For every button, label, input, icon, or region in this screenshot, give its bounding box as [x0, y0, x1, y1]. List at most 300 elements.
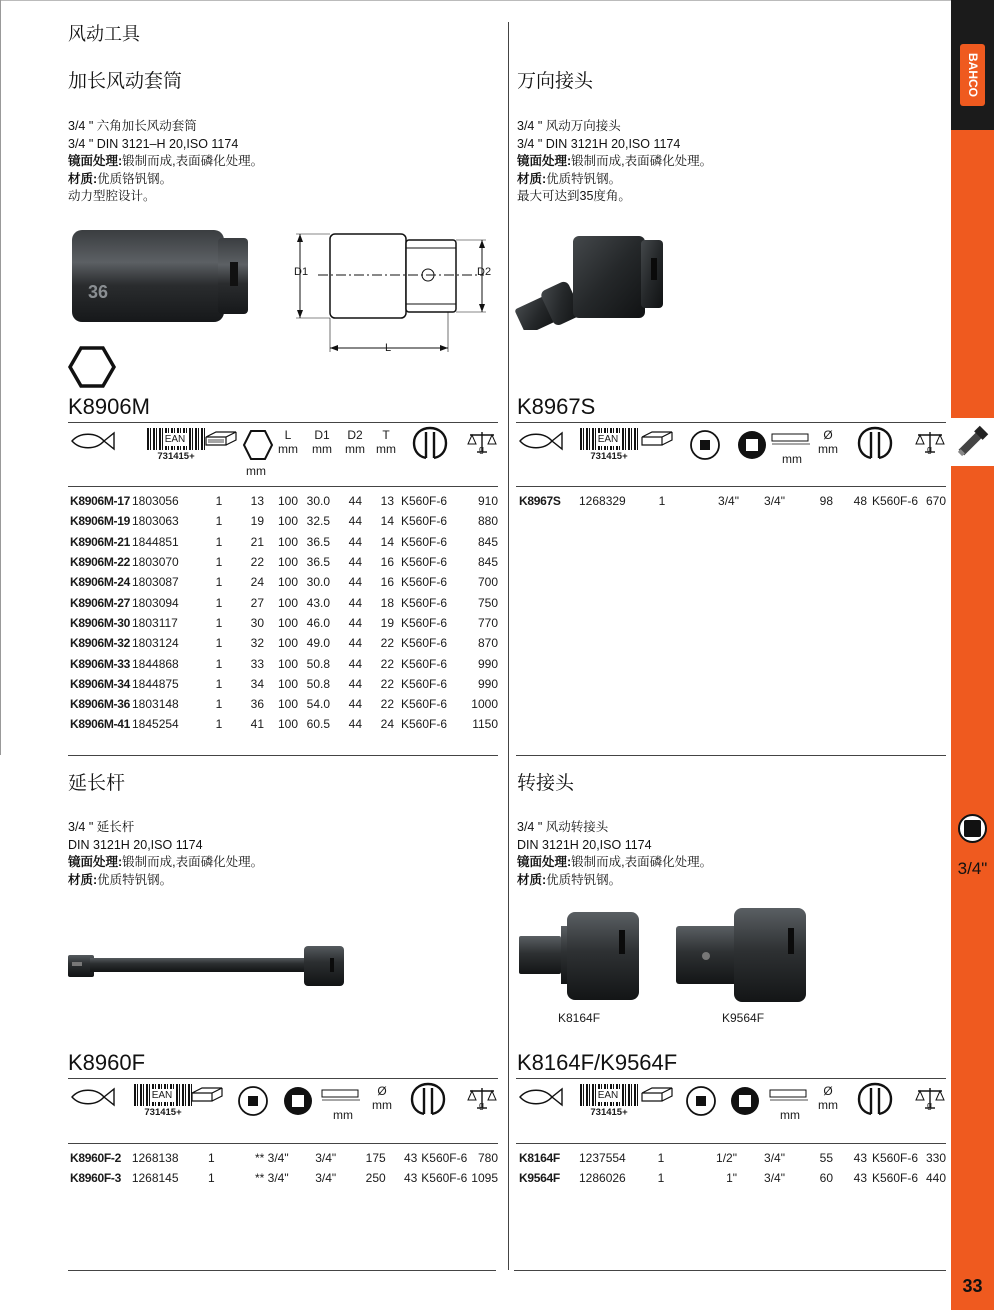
section2-desc-line: 最大可达到35度角。 — [517, 189, 631, 203]
table-cell: 1 — [215, 615, 223, 630]
table-cell: 13 — [380, 494, 394, 509]
table-cell: K560F-6 — [400, 615, 448, 630]
header-d2: D2 — [347, 428, 363, 442]
section2-desc-text: 锻制而成,表面磷化处理。 — [571, 154, 713, 168]
square-drive-icon — [957, 813, 988, 844]
table-cell: 440 — [925, 1171, 946, 1186]
output-square-drive-icon — [736, 429, 768, 461]
table-cell: 30 — [250, 615, 264, 630]
adapter-k8164f-image — [517, 908, 642, 1004]
table-cell: 100 — [277, 494, 298, 509]
table-cell: 1 — [215, 697, 223, 712]
table-cell: 1 — [215, 534, 223, 549]
part-number: K8906M-24 — [70, 575, 131, 590]
part-number: K8906M-19 — [70, 514, 131, 529]
table-cell: 55 — [819, 1151, 833, 1166]
table-cell: 1 — [207, 1171, 215, 1186]
table-cell: 990 — [477, 676, 498, 691]
table-cell: K560F-6 — [400, 575, 448, 590]
ean-label: EAN — [151, 1090, 173, 1101]
socket-image — [68, 226, 258, 326]
input-square-drive-icon — [237, 1085, 269, 1117]
section1-desc-text: 优质铬钒钢。 — [97, 171, 173, 186]
table-cell: 3/4" — [315, 1171, 337, 1186]
section3-table — [70, 1148, 498, 1189]
table-cell: 1 — [215, 555, 223, 570]
table-cell: 44 — [348, 494, 362, 509]
brand-band — [951, 0, 994, 130]
part-number: K8164F — [519, 1151, 560, 1166]
table-cell: 19 — [380, 615, 394, 630]
section2-description — [517, 118, 712, 206]
section2-desc-line: 3/4 " 风动万向接头 — [517, 119, 621, 133]
section4-desc-text: 优质特钒钢。 — [546, 872, 622, 887]
dim-label-l: L — [385, 342, 392, 354]
section3-desc-bold: 镜面处理: — [68, 855, 123, 869]
table-cell: 16 — [380, 555, 394, 570]
table-cell: 910 — [477, 494, 498, 509]
table-row — [70, 532, 498, 552]
table-cell: K560F-6 — [400, 656, 448, 671]
section2-desc-bold: 镜面处理: — [517, 154, 572, 168]
table-cell: K560F-6 — [421, 1171, 468, 1186]
table-cell: 22 — [250, 555, 264, 570]
retaining-ring-icon — [412, 426, 448, 462]
table-cell: 36.5 — [306, 555, 330, 570]
header-l: L — [284, 428, 292, 442]
section3-desc-bold: 材质: — [68, 872, 98, 887]
table-cell: K560F-6 — [421, 1151, 468, 1166]
table-cell: 1 — [215, 717, 223, 732]
table-cell: 48 — [853, 494, 867, 509]
section2-desc-line: 3/4 " DIN 3121H 20,ISO 1174 — [517, 136, 681, 151]
output-square-drive-icon — [282, 1085, 314, 1117]
table-cell: 845 — [477, 555, 498, 570]
part-number: K8906M-21 — [70, 534, 131, 549]
section1-desc-line: 3/4 " DIN 3121–H 20,ISO 1174 — [68, 136, 239, 151]
table-row — [70, 1168, 498, 1188]
table-cell: 43 — [404, 1171, 418, 1186]
part-number: K8906M-27 — [70, 595, 131, 610]
table-row — [70, 633, 498, 653]
brand-logo-text: BAHCO — [966, 53, 980, 97]
table-row — [70, 511, 498, 531]
universal-joint-image — [515, 228, 665, 330]
table-cell: 1/2" — [716, 1151, 737, 1166]
hex-size-icon — [242, 429, 274, 461]
table-cell: 330 — [925, 1151, 946, 1166]
table-row — [70, 694, 498, 714]
package-quantity-icon — [204, 431, 238, 449]
table-cell: 36 — [250, 697, 264, 712]
part-number: K8906M-32 — [70, 636, 131, 651]
ean-barcode-icon — [580, 1084, 638, 1120]
ean-barcode-icon — [147, 428, 205, 464]
section4-desc-line: DIN 3121H 20,ISO 1174 — [517, 837, 652, 852]
retaining-ring-icon — [410, 1082, 446, 1118]
table-cell: K560F-6 — [400, 494, 448, 509]
table-cell: 50.8 — [306, 656, 330, 671]
table-cell: 1286026 — [579, 1171, 626, 1186]
header-t: T — [382, 428, 390, 442]
table-cell: 16 — [380, 575, 394, 590]
table-cell: 845 — [477, 534, 498, 549]
section4-title: 转接头 — [517, 773, 575, 794]
table4-header-line — [516, 1143, 946, 1144]
table-cell: 43 — [404, 1151, 418, 1166]
left-border — [0, 0, 1, 755]
extension-bar-image — [68, 940, 350, 990]
part-number: K8906M-17 — [70, 494, 131, 509]
section2-model: K8967S — [517, 394, 596, 419]
table3-header-line — [68, 1143, 498, 1144]
footer-line-left — [68, 1270, 496, 1271]
table-cell: 1 — [207, 1151, 215, 1166]
table-cell: 43.0 — [306, 595, 330, 610]
table-cell: 44 — [348, 676, 362, 691]
ean-prefix: 731415+ — [157, 451, 195, 462]
output-square-drive-icon — [729, 1085, 761, 1117]
section1-table — [70, 491, 498, 735]
table-cell: 1803117 — [132, 615, 178, 630]
part-number: K9564F — [519, 1171, 560, 1186]
section4-model: K8164F/K9564F — [517, 1050, 678, 1075]
table-cell: 21 — [250, 534, 264, 549]
table-cell: 44 — [348, 534, 362, 549]
header-d1: D1 — [314, 428, 330, 442]
table-row — [70, 714, 498, 734]
section1-desc-text: 锻制而成,表面磷化处理。 — [122, 154, 264, 168]
section4-desc-text: 锻制而成,表面磷化处理。 — [571, 855, 713, 869]
table-row — [519, 491, 946, 511]
package-quantity-icon — [640, 431, 674, 449]
header-unit: mm — [372, 1098, 392, 1112]
ean-label: EAN — [164, 434, 186, 445]
table-cell: 41 — [250, 717, 264, 732]
table-cell: 46.0 — [306, 615, 330, 630]
table2-header-line — [516, 486, 946, 487]
table-cell: 1844851 — [132, 534, 179, 549]
section3-description — [68, 819, 263, 889]
dimension-drawing — [288, 228, 498, 354]
table-cell: 60 — [819, 1171, 833, 1186]
table-cell: 1803070 — [132, 555, 179, 570]
table-cell: 1 — [215, 575, 223, 590]
header-unit: mm — [818, 442, 838, 456]
table-cell: 100 — [277, 717, 298, 732]
section3-desc-text: 锻制而成,表面磷化处理。 — [122, 855, 264, 869]
side-tab — [951, 0, 994, 1310]
table-row — [519, 1148, 946, 1168]
header-diameter: Ø — [823, 428, 833, 442]
table-cell: 1095 — [471, 1171, 498, 1186]
section1-desc-bold: 镜面处理: — [68, 154, 123, 168]
table-cell: 100 — [277, 555, 298, 570]
table1-top-line — [68, 422, 498, 423]
header-unit: mm — [345, 442, 365, 456]
table-cell: 1803094 — [132, 595, 179, 610]
table-cell: 44 — [348, 514, 362, 529]
section4-table — [519, 1148, 946, 1189]
part-number: K8906M-36 — [70, 697, 131, 712]
tab-marker — [951, 418, 994, 466]
table-cell: 1237554 — [579, 1151, 626, 1166]
ean-barcode-icon — [580, 428, 638, 464]
table-cell: 24 — [380, 717, 394, 732]
table3-top-line — [68, 1078, 498, 1079]
table-cell: 19 — [250, 514, 264, 529]
table-cell: 100 — [277, 615, 298, 630]
table-cell: 3/4" — [764, 494, 785, 509]
section4-desc-bold: 材质: — [517, 872, 547, 887]
adapter-k9564f-image — [674, 906, 810, 1004]
table-cell: 36.5 — [306, 534, 330, 549]
table-cell: ** 3/4" — [255, 1171, 289, 1186]
table-row — [70, 653, 498, 673]
section4-desc-line: 3/4 " 风动转接头 — [517, 820, 609, 834]
table-cell: 22 — [380, 697, 394, 712]
hex-size-unit: mm — [246, 464, 266, 478]
hex-drive-icon — [68, 345, 116, 389]
ean-prefix: 731415+ — [590, 451, 628, 462]
table-cell: 43 — [853, 1151, 867, 1166]
section1-desc-line: 动力型腔设计。 — [68, 189, 156, 203]
package-quantity-icon — [640, 1087, 674, 1105]
table-cell: 1268329 — [579, 494, 626, 509]
extension-bar-icon — [951, 418, 994, 466]
table-cell: 1803148 — [132, 697, 179, 712]
table4-top-line — [516, 1078, 946, 1079]
table-cell: 22 — [380, 676, 394, 691]
part-number: K8906M-22 — [70, 555, 131, 570]
section1-desc-bold: 材质: — [68, 171, 98, 186]
length-icon — [768, 1086, 812, 1102]
table-cell: K560F-6 — [400, 595, 448, 610]
table-cell: K560F-6 — [400, 717, 448, 732]
table-cell: 43 — [853, 1171, 867, 1186]
table-cell: ** 3/4" — [255, 1151, 289, 1166]
table-row — [519, 1168, 946, 1188]
table-cell: 1 — [215, 676, 223, 691]
header-diameter: Ø — [823, 1084, 833, 1098]
side-tab-label: 3/4" — [957, 859, 988, 878]
retaining-ring-icon — [857, 426, 893, 462]
table-cell: 700 — [477, 575, 498, 590]
table-cell: 175 — [365, 1151, 386, 1166]
ean-label: EAN — [597, 1090, 619, 1101]
ean-barcode-icon — [134, 1084, 192, 1120]
length-unit: mm — [782, 452, 802, 466]
section4-desc-bold: 镜面处理: — [517, 855, 572, 869]
length-unit: mm — [333, 1108, 353, 1122]
table-cell: 670 — [925, 494, 946, 509]
table-cell: 1 — [215, 595, 223, 610]
table-cell: K560F-6 — [400, 534, 448, 549]
table-cell: 1 — [215, 656, 223, 671]
brand-logo — [960, 44, 985, 106]
table-cell: 100 — [277, 575, 298, 590]
table1-header-line — [68, 486, 498, 487]
table-cell: 100 — [277, 656, 298, 671]
table-row — [70, 592, 498, 612]
section3-desc-line: 3/4 " 延长杆 — [68, 820, 135, 834]
table-cell: K560F-6 — [871, 1171, 919, 1186]
table-cell: 1000 — [471, 697, 498, 712]
table-cell: 30.0 — [306, 575, 330, 590]
weight-unit: g — [479, 444, 485, 454]
table-cell: 1 — [657, 1171, 665, 1186]
length-unit: mm — [780, 1108, 800, 1122]
part-number: K8906M-34 — [70, 676, 131, 691]
part-number: K8906M-41 — [70, 717, 131, 732]
section1-desc-line: 3/4 " 六角加长风动套筒 — [68, 119, 197, 133]
table-cell: 1 — [215, 514, 223, 529]
table-cell: 30.0 — [306, 494, 330, 509]
header-unit: mm — [278, 442, 298, 456]
table-cell: 1 — [215, 494, 223, 509]
table-cell: 1845254 — [132, 717, 179, 732]
section2-title: 万向接头 — [517, 71, 594, 92]
caption-k8164f: K8164F — [558, 1011, 601, 1025]
table-cell: 44 — [348, 697, 362, 712]
table-cell: 3/4" — [764, 1151, 785, 1166]
socket-size-print: 36 — [88, 282, 109, 302]
table-cell: 880 — [477, 514, 498, 529]
footer-line-right — [514, 1270, 946, 1271]
header-unit: mm — [818, 1098, 838, 1112]
table-cell: 770 — [477, 615, 498, 630]
table-cell: 98 — [819, 494, 833, 509]
fish-icon — [518, 430, 564, 452]
header-diameter: Ø — [377, 1084, 387, 1098]
ean-label: EAN — [597, 434, 619, 445]
table-cell: 14 — [380, 534, 394, 549]
row-divider-right — [516, 755, 946, 756]
input-square-drive-icon — [689, 429, 721, 461]
table-cell: K560F-6 — [871, 494, 919, 509]
part-number: K8960F-3 — [70, 1171, 121, 1186]
table-cell: 1268138 — [131, 1151, 179, 1166]
table-cell: 100 — [277, 534, 298, 549]
table-cell: 1150 — [472, 717, 498, 732]
table-cell: K560F-6 — [400, 636, 448, 651]
table-cell: 13 — [250, 494, 264, 509]
header-unit: mm — [312, 442, 332, 456]
page-number: 33 — [962, 1276, 983, 1296]
table-cell: 14 — [380, 514, 394, 529]
fish-icon — [518, 1086, 564, 1108]
table-row — [70, 674, 498, 694]
table-cell: 18 — [380, 595, 394, 610]
package-quantity-icon — [190, 1087, 224, 1105]
dim-label-d1: D1 — [294, 266, 309, 278]
table-cell: 100 — [277, 636, 298, 651]
table-cell: K560F-6 — [400, 676, 448, 691]
table-cell: 780 — [477, 1151, 498, 1166]
section4-description — [517, 819, 712, 889]
table-cell: 1844875 — [132, 676, 179, 691]
table-cell: 32 — [250, 636, 264, 651]
section1-model: K8906M — [68, 394, 150, 419]
weight-unit: g — [927, 444, 933, 454]
table-cell: 1 — [657, 1151, 665, 1166]
section2-desc-bold: 材质: — [517, 171, 547, 186]
table-cell: 50.8 — [306, 676, 330, 691]
table-cell: 250 — [365, 1171, 386, 1186]
part-number: K8906M-30 — [70, 615, 131, 630]
part-number: K8906M-33 — [70, 656, 131, 671]
table-cell: 1" — [726, 1171, 737, 1186]
retaining-ring-icon — [857, 1082, 893, 1118]
table-cell: 22 — [380, 656, 394, 671]
section3-model: K8960F — [68, 1050, 146, 1075]
table-cell: 54.0 — [306, 697, 330, 712]
top-border — [0, 0, 951, 1]
table-cell: 100 — [277, 697, 298, 712]
table-cell: 34 — [250, 676, 264, 691]
weight-unit: g — [479, 1100, 485, 1110]
section1-title: 加长风动套筒 — [68, 71, 183, 92]
table-row — [70, 1148, 498, 1168]
table-cell: 49.0 — [306, 636, 330, 651]
part-number: K8960F-2 — [70, 1151, 121, 1166]
table-cell: 1268145 — [131, 1171, 179, 1186]
table-cell: 44 — [348, 575, 362, 590]
table-cell: 32.5 — [306, 514, 330, 529]
table-cell: 100 — [277, 514, 298, 529]
table-cell: 100 — [277, 676, 298, 691]
table-cell: 1 — [215, 636, 223, 651]
length-icon — [770, 430, 814, 446]
table-row — [70, 552, 498, 572]
input-square-drive-icon — [685, 1085, 717, 1117]
table-cell: 44 — [348, 595, 362, 610]
table-cell: 3/4" — [718, 494, 739, 509]
table-cell: 100 — [277, 595, 298, 610]
table-cell: 44 — [348, 717, 362, 732]
table-cell: K560F-6 — [400, 555, 448, 570]
table-cell: 1 — [658, 494, 666, 509]
table-cell: 24 — [250, 575, 264, 590]
ean-prefix: 731415+ — [144, 1107, 182, 1118]
table-cell: 60.5 — [306, 717, 330, 732]
weight-unit: g — [927, 1100, 933, 1110]
category-title: 风动工具 — [68, 24, 140, 44]
table-row — [70, 572, 498, 592]
section2-table — [519, 491, 946, 511]
caption-k9564f: K9564F — [722, 1011, 765, 1025]
length-icon — [320, 1086, 364, 1102]
table-cell: K560F-6 — [400, 697, 448, 712]
section3-title: 延长杆 — [68, 773, 126, 794]
table-cell: 44 — [348, 615, 362, 630]
table-cell: 3/4" — [315, 1151, 337, 1166]
table-cell: 22 — [380, 636, 394, 651]
table-cell: 1844868 — [132, 656, 179, 671]
dim-label-d2: D2 — [477, 266, 492, 278]
table-cell: 27 — [250, 595, 264, 610]
table-cell: 750 — [477, 595, 498, 610]
table-cell: 990 — [477, 656, 498, 671]
table-cell: 33 — [250, 656, 264, 671]
fish-icon — [70, 430, 116, 452]
part-number: K8967S — [519, 494, 561, 509]
ean-prefix: 731415+ — [590, 1107, 628, 1118]
section2-desc-text: 优质特钒钢。 — [546, 171, 622, 186]
table-cell: K560F-6 — [871, 1151, 919, 1166]
table-row — [70, 613, 498, 633]
section1-description — [68, 118, 263, 206]
